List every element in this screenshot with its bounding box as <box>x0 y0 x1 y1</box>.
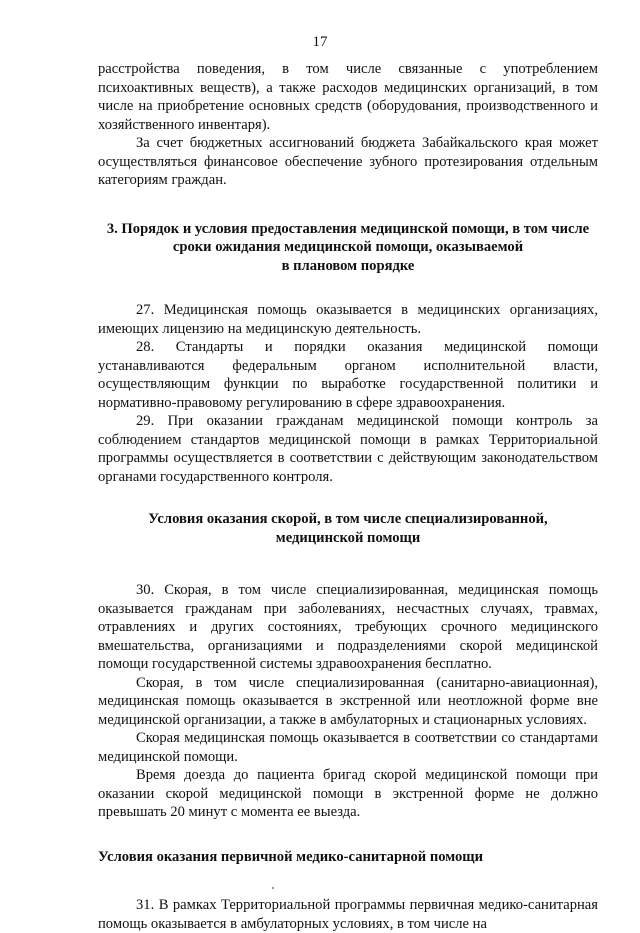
paragraph-30: 30. Скорая, в том числе специализированная, медицинская помощь оказывается гражданам при заболеваниях, несчастных случаях, травмах, отравлениях и других состояниях, требующих срочного медицинского вмешательства, организациями и подразделениями скорой медицинской помощи государственной системы здравоохранения бесплатно. <box>98 582 598 672</box>
paragraph-31: 31. В рамках Территориальной программы первичная медико-санитарная помощь оказывается в амбулаторных условиях, в том числе на <box>98 897 598 932</box>
emergency-heading-line: Условия оказания скорой, в том числе специализированной, <box>148 511 548 527</box>
emergency-heading-line: медицинской помощи <box>275 529 421 546</box>
page-number: 17 <box>312 34 328 50</box>
paragraph-arrival-time: Время доезда до пациента бригад скорой медицинской помощи при оказании скорой медицинской помощи в экстренной форме не должно превышать 20 минут с момента ее выезда. <box>98 767 598 820</box>
paragraph-29: 29. При оказании гражданам медицинской помощи контроль за соблюдением стандартов медицинской помощи в рамках Территориальной программы осуществляется в соответствии с действующим законодательством органами государственного контроля. <box>98 413 598 485</box>
section-3-heading-line: сроки ожидания медицинской помощи, оказываемой <box>172 239 524 255</box>
section-3-heading-line: в плановом порядке <box>281 257 415 274</box>
paragraph-27: 27. Медицинская помощь оказывается в медицинских организациях, имеющих лицензию на медицинскую деятельность. <box>98 302 598 337</box>
primary-care-heading: Условия оказания первичной медико-санитарной помощи <box>98 848 484 865</box>
paragraph-continuation: расстройства поведения, в том числе связанные с употреблением психоактивных веществ), а также расходов медицинских организаций, в том числе на приобретение основных средств (оборудования, производственного и хозяйственного инвентаря). <box>98 61 598 133</box>
section-3-heading-line: 3. Порядок и условия предоставления медицинской помощи, в том числе <box>106 220 590 237</box>
paragraph-emergency-standards: Скорая медицинская помощь оказывается в соответствии со стандартами медицинской помощи. <box>98 730 598 765</box>
paragraph-dental-prosthetics: За счет бюджетных ассигнований бюджета Забайкальского края может осуществляться финансовое обеспечение зубного протезирования отдельным категориям граждан. <box>98 135 598 188</box>
paragraph-28: 28. Стандарты и порядки оказания медицинской помощи устанавливаются федеральным органом исполнительной власти, осуществляющим функции по выработке государственной политики и нормативно-правовому регулированию в сфере здравоохранения. <box>98 339 598 411</box>
paragraph-air-ambulance: Скорая, в том числе специализированная (санитарно-авиационная), медицинская помощь оказывается в экстренной или неотложной форме вне медицинской организации, а также в амбулаторных и стационарных условиях. <box>98 674 598 728</box>
scan-speck <box>272 887 274 889</box>
emergency-care-heading <box>98 510 598 547</box>
section-3-heading <box>98 220 598 276</box>
page-content <box>98 60 598 933</box>
